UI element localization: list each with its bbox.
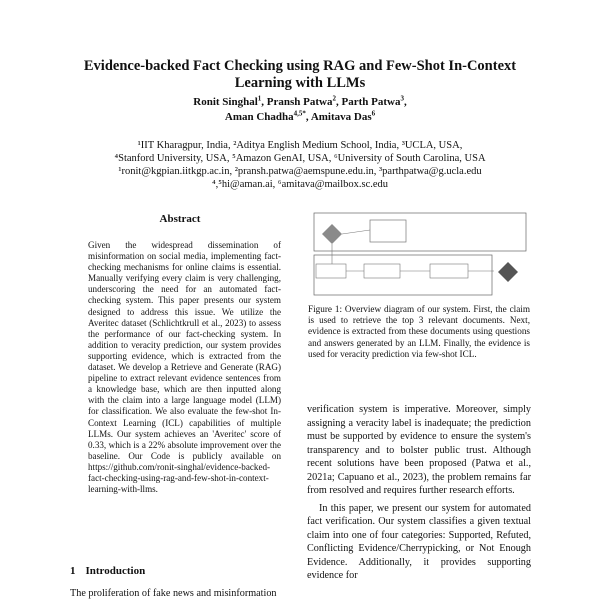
paragraph: In this paper, we present our system for automated fact verification. Our system classifies a given textual claim into one of four categories: Supported, Refuted, Conflicting Evidence/Cherrypicking, or Not Enough Evidence. Additionally, it provides supporting evidence for bbox=[307, 502, 531, 581]
author-name: Pransh Patwa bbox=[266, 96, 333, 108]
author-sup: 2 bbox=[332, 94, 336, 103]
email-line: ⁴,⁵hi@aman.ai, ⁶amitava@mailbox.sc.edu bbox=[211, 179, 389, 190]
figure-caption-text: Figure 1: Overview diagram of our system. First, the claim is used to retrieve the top 3 relevant documents. Next, evidence is extracted from these documents using questions and answers generated by an LLM. Finally, the evidence is used for veracity prediction via few-shot ICL. bbox=[308, 304, 530, 359]
author-name: Parth Patwa bbox=[341, 96, 401, 108]
author-sup: 6 bbox=[371, 109, 376, 118]
diagram-arrow bbox=[342, 230, 370, 234]
diagram-top-box bbox=[314, 213, 526, 251]
abstract-heading: Abstract bbox=[159, 213, 201, 225]
abstract-text: Given the widespread dissemination of misinformation on social media, implementing fact-checking mechanisms for online claims is essential. Manually verifying every claim is very challenging, underscoring the need for an automated fact-checking system. This paper presents our system designed to address this issue. We utilize the Averitec dataset (Schlichtkrull et al., 2023) to assess the performance of our fact-checking system. In addition to veracity prediction, our system provides supporting evidence, which is extracted from the dataset. We develop a Retrieve and Generate (RAG) pipeline to extract relevant evidence sentences from a knowledge base, which are then inputted along with the claim into a large language model (LLM) for classification. We also evaluate the few-shot In-Context Learning (ICL) capabilities of multiple LLMs. Our system achieves an 'Averitec' score of 0.33, which is a 22% absolute improvement over the baseline. Our Code is publicly available on https://github.com/ronit-singhal/evidence-backed-fact-checking-using-rag-and-few-shot-in-context-learning-with-llms. bbox=[88, 240, 281, 495]
author-line-1: Ronit Singhal$^1$, Pransh Patwa$^2$, Parth Patwa$^3$, bbox=[193, 94, 407, 108]
author-sup: 4,5* bbox=[293, 109, 306, 118]
diagram-prediction-box bbox=[430, 264, 468, 278]
figure-caption bbox=[308, 304, 530, 360]
diagram-qa-box bbox=[316, 264, 346, 278]
affiliation-line: ⁴Stanford University, USA, ⁵Amazon GenAI, USA, ⁶University of South Carolina, USA bbox=[114, 153, 486, 164]
diagram-evidence-box bbox=[364, 264, 400, 278]
intro-text: The proliferation of fake news and misinformation bbox=[70, 588, 277, 599]
author-name: Ronit Singhal bbox=[193, 96, 258, 108]
paragraph: verification system is imperative. Moreover, simply assigning a veracity label is inadequate; the prediction must be supported by evidence to ensure the system's transparency and to bolster public trust. Although recent solutions have been proposed (Patwa et al., 2021a; Capuano et al., 2023), the problem remains far from resolved and requires further research efforts. bbox=[307, 404, 531, 496]
email-line: ¹ronit@kgpian.iitkgp.ac.in, ²pransh.patwa@aemspune.edu.in, ³parthpatwa@g.ucla.edu bbox=[118, 166, 482, 177]
system-overview-diagram bbox=[308, 212, 530, 300]
right-column-text bbox=[307, 403, 531, 583]
author-line-2: Aman Chadha$^{4,5*}$, Amitava Das$^6$ bbox=[224, 109, 376, 123]
author-sup: 1 bbox=[257, 94, 262, 103]
affiliations bbox=[40, 139, 560, 191]
section-number: 1 bbox=[70, 565, 76, 577]
affiliation-line: ¹IIT Kharagpur, India, ²Aditya English Medium School, India, ³UCLA, USA, bbox=[137, 140, 463, 151]
author-name: Amitava Das bbox=[310, 111, 372, 123]
diagram-retrieval-box bbox=[370, 220, 406, 242]
author-name: Aman Chadha bbox=[224, 111, 294, 123]
author-list bbox=[60, 95, 540, 125]
section-title: Introduction bbox=[85, 565, 146, 577]
section-heading bbox=[70, 565, 155, 577]
abstract-body bbox=[88, 240, 281, 495]
author-sup: 3 bbox=[400, 94, 404, 103]
paper-title: Evidence-backed Fact Checking using RAG and Few-Shot In-Context Learning with LLMs bbox=[83, 58, 517, 91]
diamond-claim-icon bbox=[322, 224, 342, 244]
diamond-output-icon bbox=[498, 262, 518, 282]
